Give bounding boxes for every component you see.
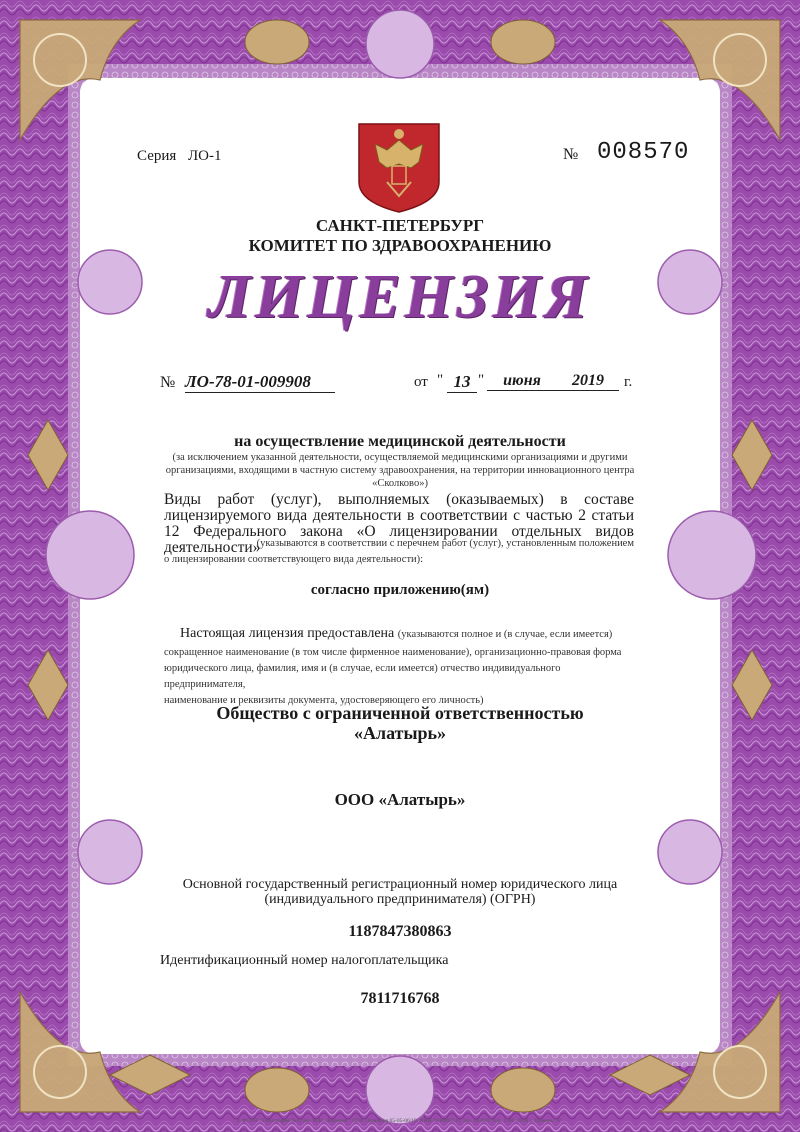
authority-city: САНКТ-ПЕТЕРБУРГ	[315, 216, 485, 235]
date-quote-open: "	[437, 372, 444, 388]
activity-exclusion-note	[0, 451, 800, 490]
granted-note-inline: (указываются полное и (в случае, если имеется)	[397, 629, 613, 640]
works-note	[164, 536, 634, 568]
coat-of-arms-emblem	[357, 122, 441, 214]
license-year: 2019	[557, 372, 619, 391]
granted-note-line: юридического лица, фамилия, имя и (в случае, если имеется) отчество индивидуального предпринимателя,	[164, 663, 561, 690]
granted-note-line: наименование и реквизиты документа, удостоверяющего его личность)	[164, 695, 484, 706]
ogrn-label	[160, 877, 640, 907]
license-month: июня	[487, 372, 557, 391]
license-number-sign: №	[160, 374, 176, 391]
form-number-sign: №	[563, 146, 579, 163]
ogrn-value: 1187847380863	[348, 923, 452, 940]
org-name-line: «Алатырь»	[353, 723, 447, 743]
org-name-line: Общество с ограниченной ответственностью	[216, 703, 584, 723]
exclusion-line: (за исключением указанной деятельности, осуществляемой медицинскими организациями и другими	[172, 452, 628, 463]
works-note-inline: (указываются в соответствии с перечнем работ (услуг), установленным положением	[256, 538, 634, 549]
activity-title: на осуществление медицинской деятельности	[234, 433, 566, 450]
organization-full-name	[0, 703, 800, 743]
ogrn-label-line: Основной государственный регистрационный номер юридического лица	[182, 877, 618, 892]
series-label: Серия	[137, 148, 177, 164]
date-from-label: от	[414, 374, 428, 390]
granted-statement	[164, 626, 644, 643]
license-day: 13	[447, 372, 477, 393]
exclusion-line: «Сколково»)	[372, 478, 428, 489]
printer-imprint: © ФСУН "Типография №12 им. М.И. Лоханова". СПб. Лицензия 05-05-06/19, ИНН 7840002741. Зак. 1630/8. Тир. 1500. 2018 г. Уровень "Б".	[236, 1118, 564, 1124]
granted-note	[164, 645, 644, 709]
document-title: ЛИЦЕНЗИЯ	[208, 263, 592, 331]
organization-short-name: ООО «Алатырь»	[334, 790, 466, 809]
form-number: 008570	[597, 139, 690, 166]
exclusion-line: организациями, входящими в частную систему здравоохранения, на территории инновационного центра	[165, 465, 635, 476]
annex-reference: согласно приложению(ям)	[310, 582, 490, 598]
granted-note-line: сокращенное наименование (в том числе фирменное наименование), организационно-правовая форма	[164, 647, 622, 658]
works-note-line: о лицензировании соответствующего вида деятельности):	[164, 554, 424, 565]
date-quote-close: "	[478, 372, 485, 388]
license-year-suffix: г.	[624, 374, 633, 390]
granted-text: Настоящая лицензия предоставлена	[180, 626, 395, 641]
series-value: ЛО-1	[188, 148, 222, 164]
works-text: Виды работ (услуг), выполняемых (оказываемых) в составе лицензируемого вида деятельности в соответствии с частью 2 статьи 12 Федерального закона «О лицензировании отдельных видов деятельности»	[164, 491, 634, 556]
inn-label: Идентификационный номер налогоплательщика	[160, 953, 449, 968]
ogrn-label-line: (индивидуального предпринимателя) (ОГРН)	[264, 892, 536, 907]
authority-committee: КОМИТЕТ ПО ЗДРАВООХРАНЕНИЮ	[248, 236, 552, 255]
license-number: ЛО-78-01-009908	[185, 372, 335, 393]
issuing-authority	[0, 216, 800, 256]
inn-value: 7811716768	[360, 990, 440, 1007]
